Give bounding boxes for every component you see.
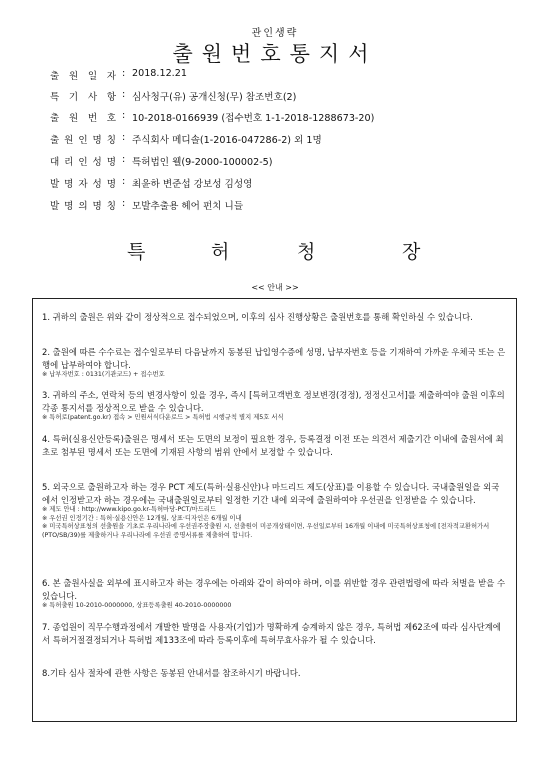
field-colon: : [122, 132, 126, 143]
field-label-char: 자 [78, 179, 88, 190]
field-label-char: 일 [87, 71, 98, 82]
field-label-char: 사 [87, 92, 98, 103]
field-value: 주식회사 메디솔(1-2016-047286-2) 외 1명 [132, 135, 322, 146]
official-seal-omitted-label: 관인생략 [251, 28, 299, 39]
field-label-char: 기 [68, 92, 79, 103]
field-label-char: 성 [92, 157, 102, 168]
field-label [50, 132, 116, 146]
notice-sub-note: ※ 특허로(patent.go.kr) 접속 > 민원서식다운로드 > 특허법 시행규칙 별지 제5호 서식 [42, 414, 284, 421]
notice-text: 2. 출원에 따른 수수료는 접수일로부터 다음날까지 동봉된 납입영수증에 성명, 납부자번호 등을 기재하여 가까운 우체국 또는 은행에 납부하여야 합니다. [42, 347, 506, 370]
field-colon: : [122, 154, 126, 165]
field-colon: : [122, 176, 126, 187]
notice-sub-note: ※ 제도 안내 : http://www.kipo.go.kr-특허마당-PCT/마드리드 [42, 506, 216, 513]
field-label-char: 인 [78, 135, 88, 146]
field-label-char: 칭 [106, 135, 116, 146]
field-value: 특허법인 웰(9-2000-100002-5) [132, 157, 273, 168]
field-label-char: 명 [64, 201, 74, 212]
field-row-applicant-name [0, 132, 550, 152]
authority-char: 허 [211, 241, 230, 263]
field-label [50, 68, 116, 82]
field-label-char: 원 [68, 71, 79, 82]
field-label-char: 특 [50, 92, 60, 103]
field-row-filing-date [0, 68, 550, 88]
field-label-char: 대 [50, 157, 60, 168]
field-label-char: 명 [106, 157, 116, 168]
notice-item [42, 433, 507, 458]
field-colon: : [122, 198, 126, 209]
notice-sub-note: ※ 납부자번호 : 0131(기관코드) + 접수번호 [42, 371, 165, 378]
notice-sub-note: ※ 미국특허상표청의 선출원을 기초로 우리나라에 우선권주장출원 시, 선출원이 미공개상태이면, 우선일로부터 16개월 이내에 미국특허상표청에 [전자적교환허가서(PTO/SB/39)를 제출하거나 우리나라에 우선권 증명서류를 제출하여 합니다. [42, 523, 490, 539]
field-label-char: 명 [92, 135, 102, 146]
field-colon: : [122, 68, 126, 79]
notice-item [42, 667, 507, 680]
authority-char: 청 [297, 241, 316, 263]
notice-item [42, 389, 507, 423]
field-label-char: 호 [106, 113, 116, 124]
notice-item [42, 481, 507, 540]
notice-text: 1. 귀하의 출원은 위와 같이 정상적으로 접수되었으며, 이후의 심사 진행상황은 출원번호를 통해 확인하실 수 있습니다. [42, 312, 473, 322]
notice-text: 3. 귀하의 주소, 연락처 등의 변경사항이 있을 경우, 즉시 [특허고객번호 정보변경(경정), 정정신고서]를 제출하여야 출원 이후의 각종 통지서를 정상적으로 받을 수 있습니다. [42, 390, 505, 413]
field-label-char: 자 [106, 71, 116, 82]
notice-item [42, 577, 507, 611]
authority-char: 장 [402, 241, 421, 263]
field-value: 심사청구(유) 공개신청(무) 참조번호(2) [132, 92, 297, 103]
authority-char: 특 [127, 241, 146, 263]
field-label-char: 명 [64, 179, 74, 190]
notice-sub-note: ※ 우선권 인정기간 : 특허·실용신안은 12개월, 상표·디자인은 6개월 이내 [42, 514, 242, 522]
field-label [50, 198, 116, 212]
field-label-char: 명 [92, 201, 102, 212]
notice-item [42, 311, 507, 324]
issuing-authority [0, 237, 550, 267]
field-label-char: 명 [106, 179, 116, 190]
notice-item [42, 346, 507, 380]
field-row-invention-title [0, 198, 550, 218]
field-label-char: 발 [50, 179, 60, 190]
field-label [50, 89, 116, 103]
field-label-char: 출 [50, 135, 60, 146]
field-label-char: 리 [64, 157, 74, 168]
notice-text: 8.기타 심사 절차에 관한 사항은 동봉된 안내서를 참조하시기 바랍니다. [42, 668, 301, 678]
field-label [50, 176, 116, 190]
field-label [50, 110, 116, 124]
field-row-inventor-names [0, 176, 550, 196]
field-value: 10-2018-0166939 (접수번호 1-1-2018-1288673-20) [132, 113, 375, 124]
field-label-char: 출 [50, 71, 60, 82]
field-label-char: 원 [64, 135, 74, 146]
field-colon: : [122, 110, 126, 121]
field-value: 모발추출용 헤어 펀치 니들 [132, 201, 244, 212]
field-label [50, 154, 116, 168]
field-label-char: 의 [78, 201, 88, 212]
field-label-char: 번 [87, 113, 98, 124]
field-label-char: 발 [50, 201, 60, 212]
guide-heading: << 안내 >> [251, 283, 299, 292]
field-label-char: 출 [50, 113, 60, 124]
field-value: 최윤하 변준섭 강보성 김성영 [132, 179, 253, 190]
field-label-char: 인 [78, 157, 88, 168]
notice-text: 5. 외국으로 출원하고자 하는 경우 PCT 제도(특허·실용신안)나 마드리드 제도(상표)를 이용할 수 있습니다. 국내출원일을 외국에서 인정받고자 하는 경우에는 국내출원일로부터 일정한 기간 내에 외국에 출원하여야 우선권을 인정받을 수 있습니다. [42, 482, 500, 505]
field-row-application-number [0, 110, 550, 130]
notice-text: 4. 특허(실용신안등록)출원은 명세서 또는 도면의 보정이 필요한 경우, 등록결정 이전 또는 의견서 제출기간 이내에 출원서에 최초로 첨부된 명세서 또는 도면에 기재된 사항의 범위 안에서 보정할 수 있습니다. [42, 434, 504, 457]
notice-text: 6. 본 출원사실을 외부에 표시하고자 하는 경우에는 아래와 같이 하여야 하며, 이를 위반할 경우 관련법령에 따라 처벌을 받을 수 있습니다. [42, 578, 506, 601]
notice-item [42, 621, 507, 646]
field-row-agent-name [0, 154, 550, 174]
field-colon: : [122, 89, 126, 100]
field-label-char: 성 [92, 179, 102, 190]
notice-box [32, 298, 517, 722]
field-row-special-notes [0, 89, 550, 109]
field-value: 2018.12.21 [132, 68, 187, 79]
field-label-char: 칭 [106, 201, 116, 212]
notice-text: 7. 종업원이 직무수행과정에서 개발한 발명을 사용자(기업)가 명확하게 승계하지 않은 경우, 특허법 제62조에 따라 심사단계에서 특허거절결정되거나 특허법 제133조에 따라 등록이후에 특허무효사유가 될 수 있습니다. [42, 622, 501, 645]
field-label-char: 항 [106, 92, 116, 103]
notice-sub-note: ※ 특허출원 10-2010-0000000, 상표등록출원 40-2010-0000000 [42, 602, 232, 609]
field-label-char: 원 [68, 113, 79, 124]
document-title: 출원번호통지서 [172, 42, 378, 66]
